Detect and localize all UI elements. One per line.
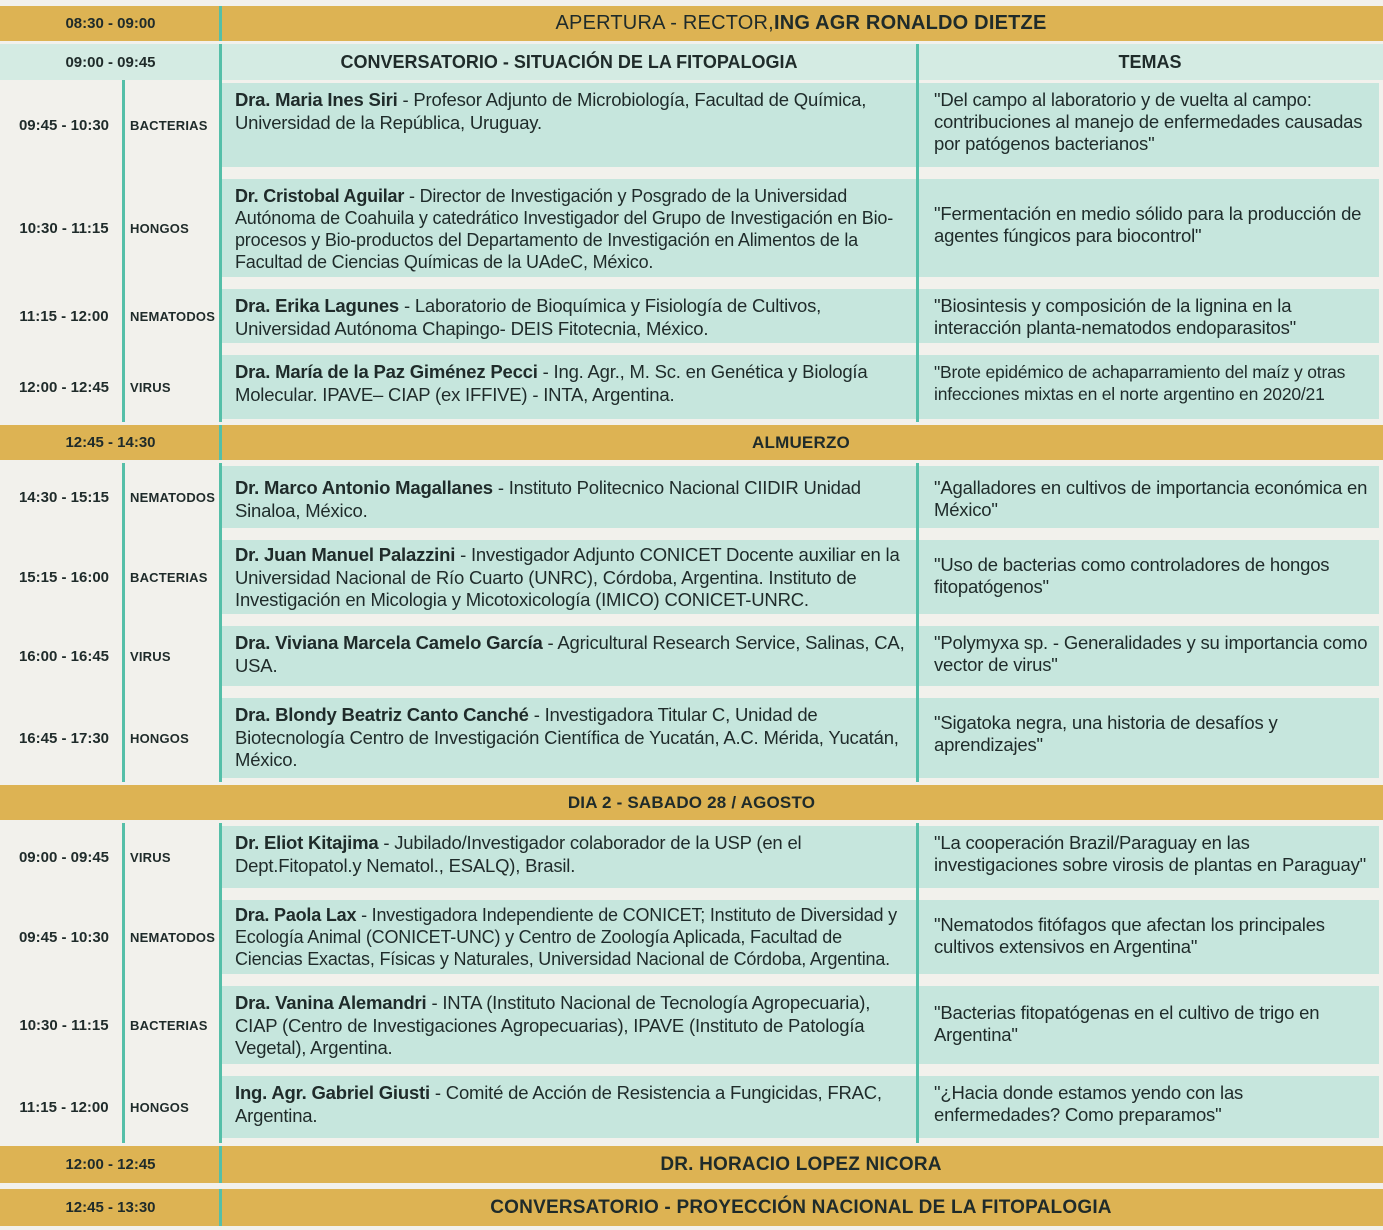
header-time: 09:00 - 09:45 xyxy=(65,53,156,71)
session-topic: NEMATODOS xyxy=(130,929,216,945)
speaker-name: Dr. Cristobal Aguilar xyxy=(235,186,405,206)
session-topic: VIRUS xyxy=(130,379,171,395)
time-topic-divider xyxy=(122,463,125,782)
speaker-description: - Laboratorio de Bioquímica y Fisiología de Cultivos, Universidad Autónoma Chapingo- DEIS Fitotecnia, México. xyxy=(235,295,822,339)
speaker-tema-divider xyxy=(916,44,919,422)
session-row xyxy=(0,463,1383,531)
opening-title xyxy=(222,6,1380,41)
talk-title: "Uso de bacterias como controladores de hongos fitopatógenos" xyxy=(919,540,1379,614)
session-topic: BACTERIAS xyxy=(130,117,208,133)
speaker-name: Dra. Blondy Beatriz Canto Canché xyxy=(235,704,529,725)
speaker-tema-divider xyxy=(916,823,919,1143)
session-row xyxy=(0,1073,1383,1141)
speaker-description: - Comité de Acción de Resistencia a Fungicidas, FRAC, Argentina. xyxy=(235,1082,882,1126)
talk-title: "Polymyxa sp. - Generalidades y su importancia como vector de virus" xyxy=(919,626,1379,686)
session-time: 09:45 - 10:30 xyxy=(18,116,110,134)
session-row xyxy=(0,352,1383,422)
session-topic: HONGOS xyxy=(130,220,189,236)
speaker-cell xyxy=(222,83,916,167)
session-time: 11:15 - 12:00 xyxy=(19,1098,109,1116)
session-row xyxy=(0,983,1383,1067)
temas-header: TEMAS xyxy=(1118,51,1182,72)
session-topic: NEMATODOS xyxy=(130,489,216,505)
session-time: 12:00 - 12:45 xyxy=(18,378,110,396)
speaker-cell xyxy=(222,626,916,686)
talk-title: "Biosintesis y composición de la lignina en la interacción planta-nematodos endoparasitos" xyxy=(919,289,1379,343)
session-row xyxy=(0,823,1383,891)
speaker-name: Dra. Erika Lagunes xyxy=(235,295,399,316)
speaker-description: - Director de Investigación y Posgrado de la Universidad Autónoma de Coahuila y catedrático Investigador del Grupo de Investigación en Bio-procesos y Bio-productos del Departamento de Investigación en Alimentos de la Facultad de Ciencias Químicas de la UAdeC, México. xyxy=(235,186,894,272)
speaker-cell xyxy=(222,540,916,614)
session-time: 09:45 - 10:30 xyxy=(18,928,110,946)
closing-lecture-title: DR. HORACIO LOPEZ NICORA xyxy=(660,1153,942,1175)
session-topic: NEMATODOS xyxy=(130,308,216,324)
session-row xyxy=(0,537,1383,617)
speaker-cell xyxy=(222,826,916,888)
opening-rector-name: ING AGR RONALDO DIETZE xyxy=(773,12,1047,34)
session-row xyxy=(0,897,1383,977)
session-time: 16:45 - 17:30 xyxy=(18,729,110,747)
speaker-cell xyxy=(222,1076,916,1138)
talk-title: "Agalladores en cultivos de importancia económica en México" xyxy=(919,466,1379,528)
talk-title: "¿Hacia donde estamos yendo con las enfermedades? Como preparamos" xyxy=(919,1076,1379,1138)
speaker-cell xyxy=(222,179,916,277)
session-topic: BACTERIAS xyxy=(130,1017,208,1033)
session-time: 15:15 - 16:00 xyxy=(18,568,110,586)
talk-title: "Brote epidémico de achaparramiento del maíz y otras infecciones mixtas en el norte argentino en 2020/21 xyxy=(919,355,1379,419)
closing-lecture-time: 12:00 - 12:45 xyxy=(65,1156,156,1173)
speaker-name: Dra. Paola Lax xyxy=(235,905,357,925)
lunch-time: 12:45 - 14:30 xyxy=(65,434,156,451)
closing-lecture-row xyxy=(0,1143,1383,1183)
conversatorio-title: CONVERSATORIO - SITUACIÓN DE LA FITOPALOGIA xyxy=(340,51,798,72)
lunch-row xyxy=(0,422,1383,460)
speaker-name: Ing. Agr. Gabriel Giusti xyxy=(235,1082,430,1103)
opening-row xyxy=(0,3,1383,41)
speaker-name: Dra. María de la Paz Giménez Pecci xyxy=(235,361,538,382)
speaker-cell xyxy=(222,986,916,1064)
session-topic: HONGOS xyxy=(130,1099,189,1115)
talk-title: "Del campo al laboratorio y de vuelta al campo: contribuciones al manejo de enfermedades causadas por patógenos bacterianos" xyxy=(919,83,1379,167)
speaker-description: - Investigador Adjunto CONICET Docente auxiliar en la Universidad Nacional de Río Cuarto (UNRC), Córdoba, Argentina. Instituto de Investigación en Micologia y Micotoxicología (IMICO) CONICET-UNRC. xyxy=(235,544,900,610)
talk-title: "La cooperación Brazil/Paraguay en las investigaciones sobre virosis de plantas en Paraguay" xyxy=(919,826,1379,888)
speaker-description: - Jubilado/Investigador colaborador de la USP (en el Dept.Fitopatol.y Nematol., ESALQ), Brasil. xyxy=(235,832,802,876)
speaker-description: - Investigadora Independiente de CONICET; Instituto de Diversidad y Ecología Animal (CONICET-UNC) y Centro de Zoología Aplicada, Facultad de Ciencias Exactas, Físicas y Naturales, Universidad Nacional de Córdoba, Argentina. xyxy=(235,905,897,969)
time-topic-divider xyxy=(122,80,125,422)
speaker-name: Dr. Eliot Kitajima xyxy=(235,832,379,853)
speaker-cell xyxy=(222,698,916,778)
speaker-cell xyxy=(222,355,916,419)
speaker-cell xyxy=(222,466,916,528)
session-topic: VIRUS xyxy=(130,648,171,664)
conversatorio-header-row xyxy=(0,44,1383,80)
speaker-cell xyxy=(222,289,916,343)
speaker-description: - Profesor Adjunto de Microbiología, Facultad de Química, Universidad de la República, Uruguay. xyxy=(235,89,867,133)
speaker-description: - INTA (Instituto Nacional de Tecnología Agropecuaria), CIAP (Centro de Investigaciones Agropecuarias), IPAVE (Instituto de Patología Vegetal), Argentina. xyxy=(235,992,871,1058)
time-topic-divider xyxy=(122,823,125,1143)
closing-conversatorio-row xyxy=(0,1186,1383,1226)
speaker-description: - Instituto Politecnico Nacional CIIDIR Unidad Sinaloa, México. xyxy=(235,477,861,521)
speaker-tema-divider xyxy=(916,463,919,782)
speaker-name: Dr. Marco Antonio Magallanes xyxy=(235,477,493,498)
session-row xyxy=(0,80,1383,170)
session-row xyxy=(0,623,1383,689)
session-row xyxy=(0,695,1383,781)
topic-speaker-divider xyxy=(219,823,222,1143)
opening-time: 08:30 - 09:00 xyxy=(65,15,156,32)
session-topic: HONGOS xyxy=(130,730,189,746)
speaker-cell xyxy=(222,900,916,974)
closing-conversatorio-time: 12:45 - 13:30 xyxy=(65,1199,156,1216)
session-topic: VIRUS xyxy=(130,849,171,865)
day2-title: DIA 2 - SABADO 28 / AGOSTO xyxy=(567,792,816,812)
session-time: 10:30 - 11:15 xyxy=(19,1016,109,1034)
talk-title: "Sigatoka negra, una historia de desafíos y aprendizajes" xyxy=(919,698,1379,778)
speaker-description: - Investigadora Titular C, Unidad de Biotecnología Centro de Investigación Científica de Yucatán, A.C. Mérida, Yucatán, México. xyxy=(235,704,899,770)
session-time: 11:15 - 12:00 xyxy=(19,307,109,325)
day2-row xyxy=(0,782,1383,820)
speaker-description: - Ing. Agr., M. Sc. en Genética y Biología Molecular. IPAVE– CIAP (ex IFFIVE) - INTA, Argentina. xyxy=(235,361,868,405)
session-time: 16:00 - 16:45 xyxy=(18,647,110,665)
session-row xyxy=(0,176,1383,280)
opening-prefix: APERTURA - RECTOR, xyxy=(555,12,774,34)
speaker-name: Dra. Vanina Alemandri xyxy=(235,992,427,1013)
topic-speaker-divider xyxy=(219,463,222,782)
talk-title: "Fermentación en medio sólido para la producción de agentes fúngicos para biocontrol" xyxy=(919,179,1379,277)
speaker-name: Dra. Maria Ines Siri xyxy=(235,89,398,110)
talk-title: "Nematodos fitófagos que afectan los principales cultivos extensivos en Argentina" xyxy=(919,900,1379,974)
topic-speaker-divider xyxy=(219,44,222,422)
session-topic: BACTERIAS xyxy=(130,569,208,585)
session-row xyxy=(0,286,1383,346)
speaker-name: Dr. Juan Manuel Palazzini xyxy=(235,544,456,565)
speaker-description: - Agricultural Research Service, Salinas, CA, USA. xyxy=(235,632,905,676)
speaker-name: Dra. Viviana Marcela Camelo García xyxy=(235,632,543,653)
lunch-title: ALMUERZO xyxy=(752,432,850,452)
talk-title: "Bacterias fitopatógenas en el cultivo de trigo en Argentina" xyxy=(919,986,1379,1064)
session-time: 14:30 - 15:15 xyxy=(18,488,110,506)
closing-conversatorio-title: CONVERSATORIO - PROYECCIÓN NACIONAL DE LA FITOPALOGIA xyxy=(490,1196,1112,1218)
session-time: 10:30 - 11:15 xyxy=(19,219,109,237)
session-time: 09:00 - 09:45 xyxy=(18,848,110,866)
